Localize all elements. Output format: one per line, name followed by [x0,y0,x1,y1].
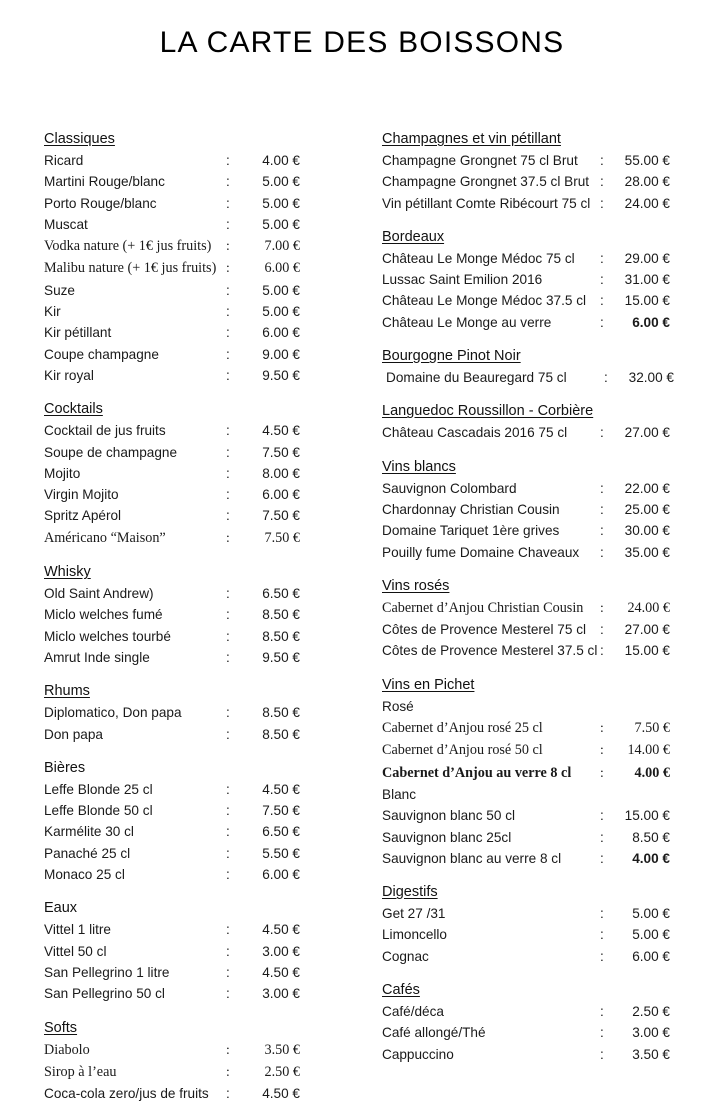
item-price: 15.00 € [612,290,670,311]
item-name: Sauvignon blanc au verre 8 cl [382,848,600,869]
menu-item-row [382,848,724,869]
item-price: 5.00 € [238,193,300,214]
item-name: Suze [44,280,226,301]
menu-item-row [382,717,724,739]
menu-section-classiques [44,129,341,386]
item-name: Château Le Monge Médoc 75 cl [382,248,600,269]
item-price: 9.50 € [238,647,300,668]
item-price: 55.00 € [612,150,670,171]
menu-item-row [382,193,724,214]
item-name: Ricard [44,150,226,171]
item-name: Sauvignon Colombard [382,478,600,499]
item-price: 28.00 € [612,171,670,192]
item-name: Rosé [382,696,600,717]
item-name: Cappuccino [382,1044,600,1065]
item-name: Malibu nature (+ 1€ jus fruits) [44,258,226,279]
item-name: Soupe de champagne [44,442,226,463]
menu-item-row [382,312,724,333]
item-name: Sauvignon blanc 25cl [382,827,600,848]
price-separator: : [226,322,238,343]
menu-section-bordeaux [382,227,724,333]
item-price: 7.50 € [238,505,300,526]
item-name: Vittel 1 litre [44,919,226,940]
item-name: Leffe Blonde 25 cl [44,779,226,800]
menu-item-row [44,322,341,343]
item-price: 24.00 € [612,598,670,619]
item-price: 25.00 € [612,499,670,520]
item-name: Coupe champagne [44,344,226,365]
item-name: Panaché 25 cl [44,843,226,864]
item-name: Cabernet d’Anjou Christian Cousin [382,598,600,619]
item-name: Coca-cola zero/jus de fruits [44,1083,226,1104]
section-heading: Champagnes et vin pétillant [382,129,724,149]
item-price: 30.00 € [612,520,670,541]
item-price: 4.50 € [238,779,300,800]
menu-item-row [44,463,341,484]
section-heading: Rhums [44,681,341,701]
price-separator: : [600,924,612,945]
menu-item-row [382,946,724,967]
item-name: Blanc [382,784,600,805]
item-name: Old Saint Andrew) [44,583,226,604]
item-price: 24.00 € [612,193,670,214]
item-name: Vin pétillant Comte Ribécourt 75 cl [382,193,600,214]
menu-section-champagnes-et-vin-petillant [382,129,724,214]
menu-item-row [44,235,341,257]
price-separator: : [600,619,612,640]
item-name: Amrut Inde single [44,647,226,668]
price-separator: : [226,864,238,885]
item-name: Côtes de Provence Mesterel 75 cl [382,619,600,640]
item-name: Cabernet d’Anjou au verre 8 cl [382,763,600,784]
price-separator: : [226,626,238,647]
menu-subheading [382,784,724,805]
menu-section-eaux [44,898,341,1004]
section-heading: Bordeaux [382,227,724,247]
item-name: Limoncello [382,924,600,945]
price-separator: : [226,235,238,256]
item-price: 4.50 € [238,962,300,983]
item-name: Diabolo [44,1040,226,1061]
price-separator: : [600,520,612,541]
item-price: 6.00 € [612,312,670,333]
item-name: Château Le Monge au verre [382,312,600,333]
menu-item-row [382,150,724,171]
menu-item-row [44,193,341,214]
menu-item-row [382,542,724,563]
item-name: Virgin Mojito [44,484,226,505]
item-price: 3.00 € [238,941,300,962]
section-heading: Vins rosés [382,576,724,596]
menu-column-left [0,129,341,1104]
menu-item-row [44,583,341,604]
item-name: Martini Rouge/blanc [44,171,226,192]
menu-section-rhums [44,681,341,745]
item-name: Lussac Saint Emilion 2016 [382,269,600,290]
price-separator: : [600,290,612,311]
menu-item-row [44,626,341,647]
menu-item-row [44,214,341,235]
item-price: 5.00 € [612,924,670,945]
item-price: 4.00 € [238,150,300,171]
price-separator: : [226,214,238,235]
item-name: Château Cascadais 2016 75 cl [382,422,600,443]
item-price: 29.00 € [612,248,670,269]
item-name: Domaine du Beauregard 75 cl [382,367,604,388]
item-name: Cognac [382,946,600,967]
section-heading: Bourgogne Pinot Noir [382,346,724,366]
menu-item-row [44,604,341,625]
price-separator: : [226,821,238,842]
menu-item-row [44,962,341,983]
menu-item-row [44,647,341,668]
menu-item-row [382,269,724,290]
item-price: 2.50 € [238,1062,300,1083]
menu-section-softs [44,1018,341,1104]
item-name: Mojito [44,463,226,484]
item-name: Château Le Monge Médoc 37.5 cl [382,290,600,311]
price-separator: : [226,527,238,548]
item-price: 27.00 € [612,619,670,640]
price-separator: : [600,422,612,443]
item-name: Champagne Grongnet 37.5 cl Brut [382,171,600,192]
price-separator: : [226,171,238,192]
menu-item-row [382,924,724,945]
menu-item-row [44,843,341,864]
item-name: Porto Rouge/blanc [44,193,226,214]
menu-item-row [382,739,724,761]
item-price: 8.50 € [238,702,300,723]
item-name: Leffe Blonde 50 cl [44,800,226,821]
item-price: 6.50 € [238,821,300,842]
item-name: Café allongé/Thé [382,1022,600,1043]
item-name: Vittel 50 cl [44,941,226,962]
menu-column-right [341,129,724,1065]
item-price: 7.50 € [238,528,300,549]
menu-item-row [382,478,724,499]
price-separator: : [600,640,612,661]
item-price: 2.50 € [612,1001,670,1022]
menu-item-row [382,367,724,388]
price-separator: : [226,724,238,745]
menu-item-row [44,365,341,386]
item-price: 7.00 € [238,236,300,257]
price-separator: : [600,762,612,783]
menu-item-row [44,941,341,962]
menu-item-row [382,520,724,541]
menu-item-row [382,619,724,640]
item-price: 32.00 € [616,367,674,388]
price-separator: : [226,941,238,962]
item-name: Cabernet d’Anjou rosé 25 cl [382,718,600,739]
item-price: 14.00 € [612,740,670,761]
section-heading: Digestifs [382,882,724,902]
price-separator: : [226,919,238,940]
menu-item-row [44,505,341,526]
menu-item-row [44,919,341,940]
menu-item-row [382,762,724,784]
item-name: Kir pétillant [44,322,226,343]
price-separator: : [600,848,612,869]
menu-item-row [382,248,724,269]
menu-item-row [44,1039,341,1061]
menu-item-row [44,171,341,192]
item-name: Pouilly fume Domaine Chaveaux [382,542,600,563]
menu-section-vins-blancs [382,457,724,563]
price-separator: : [600,597,612,618]
menu-item-row [382,422,724,443]
item-name: Chardonnay Christian Cousin [382,499,600,520]
item-name: Côtes de Provence Mesterel 37.5 cl [382,640,600,661]
price-separator: : [226,420,238,441]
item-price: 31.00 € [612,269,670,290]
item-price: 3.50 € [612,1044,670,1065]
item-name: Sirop à l’eau [44,1062,226,1083]
section-heading: Cafés [382,980,724,1000]
price-separator: : [226,983,238,1004]
item-price: 8.50 € [238,724,300,745]
item-price: 7.50 € [238,442,300,463]
price-separator: : [226,1039,238,1060]
menu-item-row [44,484,341,505]
menu-section-cafes [382,980,724,1065]
price-separator: : [600,312,612,333]
item-price: 27.00 € [612,422,670,443]
price-separator: : [226,647,238,668]
menu-item-row [382,640,724,661]
menu-item-row [382,903,724,924]
menu-section-bieres [44,758,341,885]
item-name: Monaco 25 cl [44,864,226,885]
item-price: 6.50 € [238,583,300,604]
menu-item-row [44,442,341,463]
menu-subheading [382,696,724,717]
item-name: Cocktail de jus fruits [44,420,226,441]
item-price: 3.50 € [238,1040,300,1061]
price-separator: : [600,1022,612,1043]
price-separator: : [226,193,238,214]
item-price: 3.00 € [238,983,300,1004]
price-separator: : [604,367,616,388]
item-price: 6.00 € [612,946,670,967]
section-heading: Vins blancs [382,457,724,477]
menu-section-vins-roses [382,576,724,662]
item-price: 4.00 € [612,848,670,869]
price-separator: : [226,1083,238,1104]
item-name: Vodka nature (+ 1€ jus fruits) [44,236,226,257]
menu-item-row [44,1061,341,1083]
item-price: 6.00 € [238,484,300,505]
menu-item-row [382,1022,724,1043]
price-separator: : [226,280,238,301]
item-price: 7.50 € [238,800,300,821]
section-heading: Classiques [44,129,341,149]
item-price: 7.50 € [612,718,670,739]
item-name: San Pellegrino 50 cl [44,983,226,1004]
price-separator: : [226,1061,238,1082]
item-price: 5.00 € [238,301,300,322]
menu-item-row [44,779,341,800]
item-price: 15.00 € [612,640,670,661]
price-separator: : [600,739,612,760]
item-price: 9.50 € [238,365,300,386]
menu-section-whisky [44,562,341,668]
item-price: 8.00 € [238,463,300,484]
section-heading: Bières [44,758,341,778]
item-name: Don papa [44,724,226,745]
section-heading: Softs [44,1018,341,1038]
price-separator: : [600,499,612,520]
menu-item-row [382,1044,724,1065]
menu-section-bourgogne-pinot-noir [382,346,724,388]
item-name: Get 27 /31 [382,903,600,924]
menu-section-cocktails [44,399,341,549]
price-separator: : [226,365,238,386]
item-price: 4.50 € [238,919,300,940]
item-name: Cabernet d’Anjou rosé 50 cl [382,740,600,761]
price-separator: : [600,171,612,192]
item-name: Américano “Maison” [44,528,226,549]
item-name: Champagne Grongnet 75 cl Brut [382,150,600,171]
menu-item-row [382,1001,724,1022]
item-price: 8.50 € [238,604,300,625]
price-separator: : [600,542,612,563]
menu-section-digestifs [382,882,724,967]
item-name: Karmélite 30 cl [44,821,226,842]
section-heading: Whisky [44,562,341,582]
price-separator: : [600,827,612,848]
price-separator: : [600,150,612,171]
item-price: 6.00 € [238,258,300,279]
menu-item-row [382,827,724,848]
menu-item-row [44,821,341,842]
menu-item-row [44,724,341,745]
menu-item-row [382,499,724,520]
section-heading: Vins en Pichet [382,675,724,695]
price-separator: : [226,604,238,625]
item-price: 8.50 € [238,626,300,647]
price-separator: : [226,583,238,604]
section-heading: Cocktails [44,399,341,419]
item-name: Café/déca [382,1001,600,1022]
price-separator: : [226,505,238,526]
menu-item-row [44,1083,341,1104]
price-separator: : [600,805,612,826]
item-name: San Pellegrino 1 litre [44,962,226,983]
menu-item-row [382,290,724,311]
item-name: Domaine Tariquet 1ère grives [382,520,600,541]
item-price: 5.00 € [238,214,300,235]
item-name: Sauvignon blanc 50 cl [382,805,600,826]
price-separator: : [226,344,238,365]
price-separator: : [226,484,238,505]
menu-item-row [44,150,341,171]
item-price: 9.00 € [238,344,300,365]
item-price: 4.50 € [238,1083,300,1104]
menu-item-row [382,171,724,192]
item-price: 35.00 € [612,542,670,563]
menu-item-row [44,301,341,322]
price-separator: : [226,779,238,800]
item-price: 6.00 € [238,864,300,885]
item-price: 4.50 € [238,420,300,441]
price-separator: : [226,843,238,864]
price-separator: : [226,962,238,983]
price-separator: : [600,478,612,499]
price-separator: : [226,442,238,463]
price-separator: : [226,702,238,723]
price-separator: : [226,301,238,322]
menu-item-row [44,983,341,1004]
item-price: 3.00 € [612,1022,670,1043]
item-price: 5.50 € [238,843,300,864]
item-name: Miclo welches fumé [44,604,226,625]
menu-item-row [44,800,341,821]
price-separator: : [600,903,612,924]
price-separator: : [600,269,612,290]
price-separator: : [600,946,612,967]
item-name: Kir royal [44,365,226,386]
price-separator: : [226,463,238,484]
price-separator: : [226,257,238,278]
item-name: Kir [44,301,226,322]
item-price: 5.00 € [238,280,300,301]
item-price: 8.50 € [612,827,670,848]
menu-item-row [44,257,341,279]
menu-item-row [44,702,341,723]
menu-section-languedoc-roussillon-corbiere [382,401,724,443]
price-separator: : [600,717,612,738]
item-name: Diplomatico, Don papa [44,702,226,723]
menu-item-row [44,420,341,441]
item-name: Miclo welches tourbé [44,626,226,647]
item-price: 5.00 € [238,171,300,192]
menu-item-row [382,597,724,619]
price-separator: : [226,800,238,821]
menu-item-row [44,527,341,549]
menu-section-vins-en-pichet [382,675,724,869]
price-separator: : [600,1001,612,1022]
price-separator: : [600,1044,612,1065]
menu-item-row [44,864,341,885]
page-title: LA CARTE DES BOISSONS [0,26,724,60]
price-separator: : [600,193,612,214]
menu-item-row [44,280,341,301]
price-separator: : [600,248,612,269]
section-heading: Eaux [44,898,341,918]
menu-item-row [44,344,341,365]
item-price: 6.00 € [238,322,300,343]
item-price: 15.00 € [612,805,670,826]
price-separator: : [226,150,238,171]
item-price: 22.00 € [612,478,670,499]
menu-columns [0,129,724,1104]
item-name: Spritz Apérol [44,505,226,526]
item-price: 5.00 € [612,903,670,924]
menu-item-row [382,805,724,826]
item-name: Muscat [44,214,226,235]
item-price: 4.00 € [612,763,670,784]
section-heading: Languedoc Roussillon - Corbière [382,401,724,421]
